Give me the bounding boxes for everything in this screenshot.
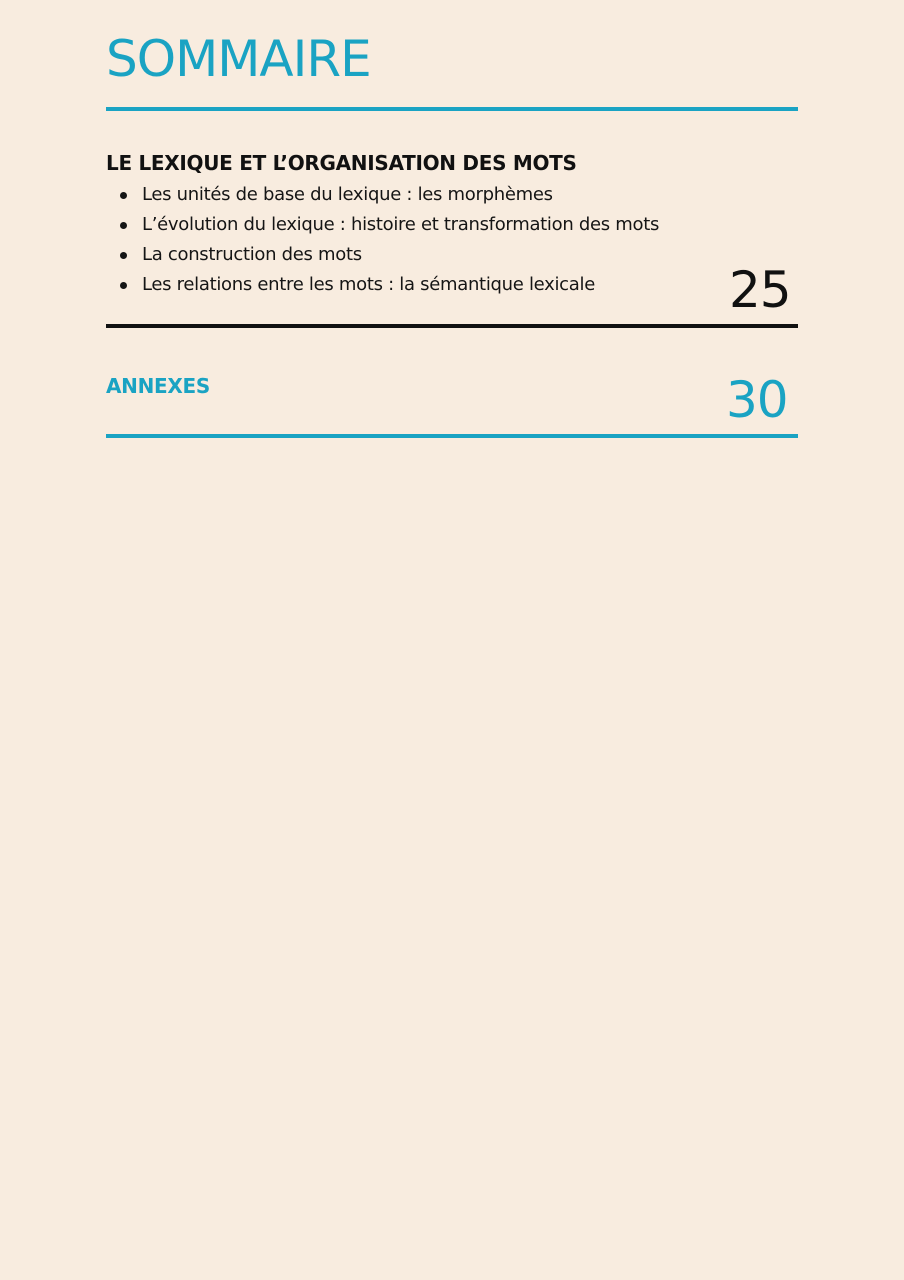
list-item xyxy=(106,240,659,270)
list-item xyxy=(106,270,659,300)
page-number-annexes: 30 xyxy=(726,371,788,429)
section-heading-annexes: ANNEXES xyxy=(106,374,211,398)
list-item xyxy=(106,180,659,210)
bullet-icon xyxy=(120,282,127,289)
list-item-label: Les unités de base du lexique : les morphèmes xyxy=(142,184,553,205)
bullet-icon xyxy=(120,192,127,199)
page-title: SOMMAIRE xyxy=(106,30,371,88)
list-item-label: L’évolution du lexique : histoire et transformation des mots xyxy=(142,214,660,235)
annexes-divider xyxy=(106,434,798,438)
section-divider xyxy=(106,324,798,328)
bullet-icon xyxy=(120,252,127,259)
section-heading-lexique: LE LEXIQUE ET L’ORGANISATION DES MOTS xyxy=(106,151,577,175)
bullet-icon xyxy=(120,222,127,229)
page-number-lexique: 25 xyxy=(729,261,791,319)
section-item-list xyxy=(106,180,659,300)
list-item xyxy=(106,210,659,240)
list-item-label: Les relations entre les mots : la sémantique lexicale xyxy=(142,274,595,295)
list-item-label: La construction des mots xyxy=(142,244,362,265)
title-divider xyxy=(106,107,798,111)
